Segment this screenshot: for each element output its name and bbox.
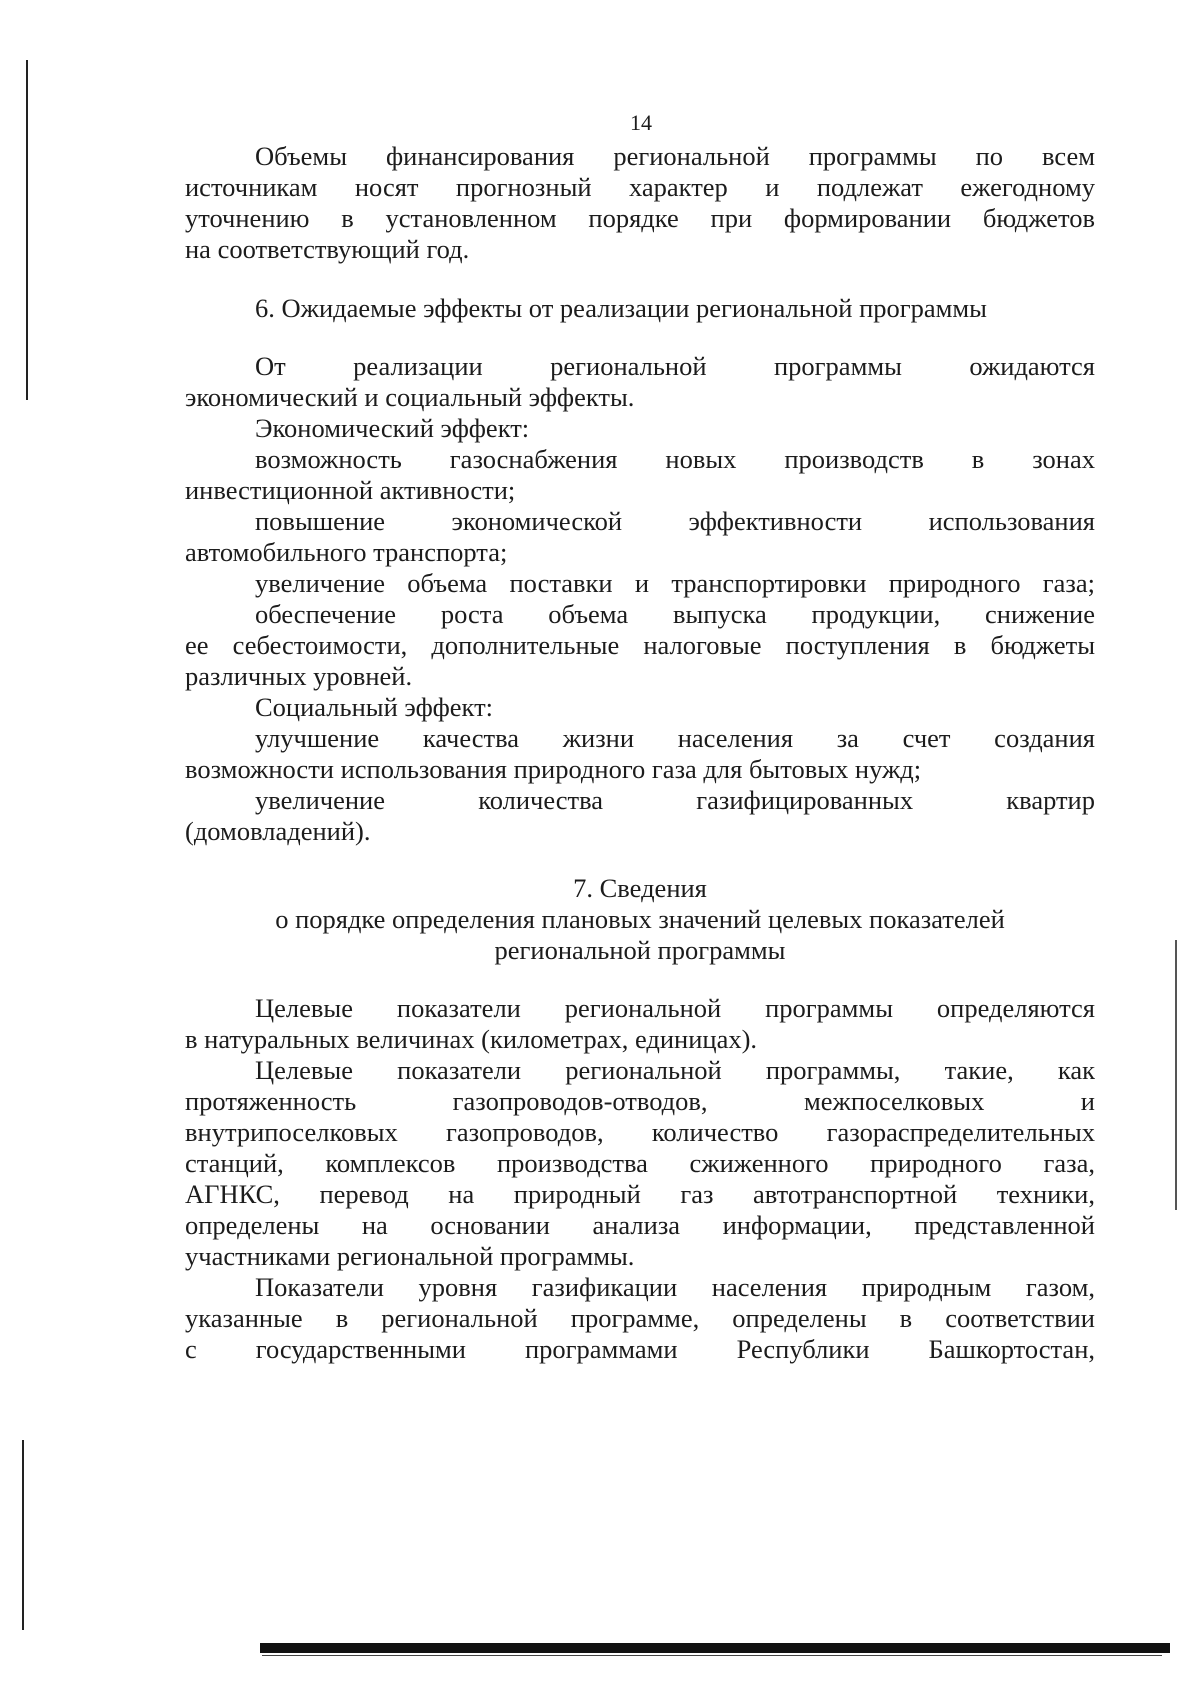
paragraph-line: определены на основании анализа информации, представленной [185,1210,1095,1240]
paragraph-line: с государственными программами Республики Башкортостан, [185,1334,1095,1364]
paragraph-line: увеличение объема поставки и транспортировки природного газа; [255,568,1095,598]
scan-edge-right [1175,940,1177,1210]
paragraph-line: возможности использования природного газа для бытовых нужд; [185,754,922,784]
paragraph-line: улучшение качества жизни населения за счет создания [255,723,1095,753]
paragraph-line: на соответствующий год. [185,234,470,264]
paragraph-line: Объемы финансирования региональной программы по всем [255,141,1095,171]
paragraph-line: Социальный эффект: [255,692,494,722]
scan-edge-bottom [260,1643,1170,1653]
paragraph-line: протяженность газопроводов-отводов, межпоселковых и [185,1086,1095,1116]
scan-edge-left [26,60,28,400]
paragraph-line: обеспечение роста объема выпуска продукции, снижение [255,599,1095,629]
paragraph-line: станций, комплексов производства сжиженного природного газа, [185,1148,1095,1178]
paragraph-line: АГНКС, перевод на природный газ автотранспортной техники, [185,1179,1095,1209]
paragraph-line: повышение экономической эффективности использования [255,506,1095,536]
scan-edge-left-lower [22,1440,24,1630]
paragraph-line: источникам носят прогнозный характер и подлежат ежегодному [185,172,1095,202]
paragraph-line: Экономический эффект: [255,413,530,443]
paragraph-line: внутрипоселковых газопроводов, количество газораспределительных [185,1117,1095,1147]
paragraph-line: Целевые показатели региональной программы, такие, как [255,1055,1095,1085]
paragraph-line: указанные в региональной программе, определены в соответствии [185,1303,1095,1333]
paragraph-line: участниками региональной программы. [185,1241,635,1271]
section-7-heading: 7. Сведения [573,873,707,903]
section-7-subheading: региональной программы [494,935,786,965]
paragraph-line: возможность газоснабжения новых производств в зонах [255,444,1095,474]
paragraph-line: автомобильного транспорта; [185,537,508,567]
paragraph-line: уточнению в установленном порядке при формировании бюджетов [185,203,1095,233]
paragraph-line: ее себестоимости, дополнительные налоговые поступления в бюджеты [185,630,1095,660]
paragraph-line: экономический и социальный эффекты. [185,382,635,412]
paragraph-line: различных уровней. [185,661,413,691]
paragraph-line: (домовладений). [185,816,371,846]
scan-edge-bottom-thin [262,1655,1162,1656]
section-7-subheading: о порядке определения плановых значений целевых показателей [275,904,1005,934]
paragraph-line: Целевые показатели региональной программы определяются [255,993,1095,1023]
paragraph-line: увеличение количества газифицированных квартир [255,785,1095,815]
paragraph-line: Показатели уровня газификации населения природным газом, [255,1272,1095,1302]
paragraph-line: инвестиционной активности; [185,475,516,505]
section-6-heading: 6. Ожидаемые эффекты от реализации региональной программы [255,293,987,323]
paragraph-line: в натуральных величинах (километрах, единицах). [185,1024,758,1054]
paragraph-line: От реализации региональной программы ожидаются [255,351,1095,381]
page-number: 14 [630,110,652,135]
